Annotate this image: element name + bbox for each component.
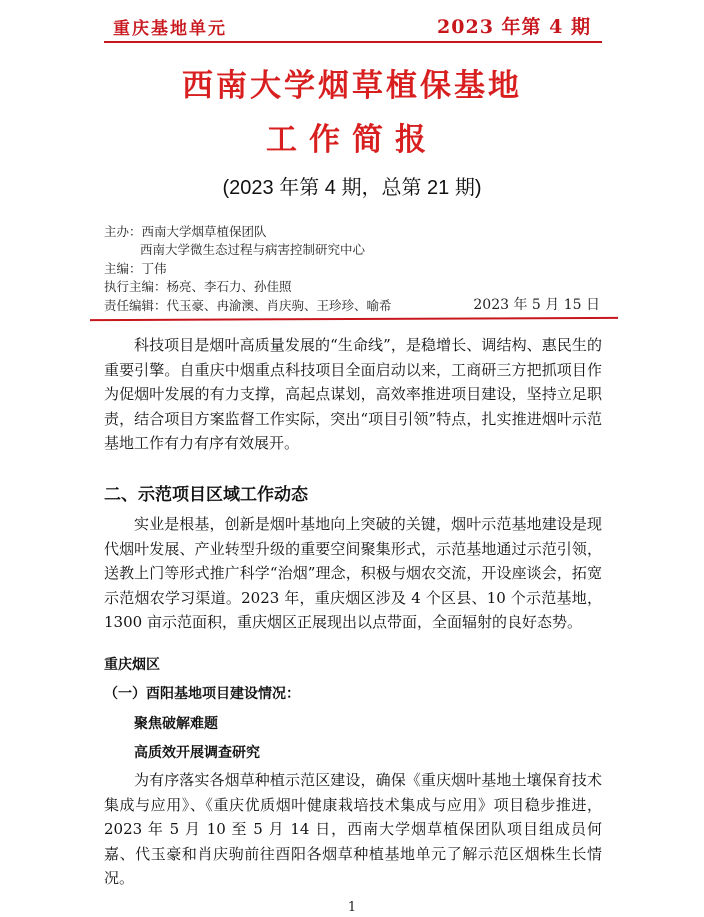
region-heading: 重庆烟区 <box>104 657 160 673</box>
last-paragraph: 为有序落实各烟草种植示范区建设，确保《重庆烟叶基地土壤保育技术集成与应用》、《重庆优质烟叶健康栽培技术集成与应用》项目稳步推进，2023 年 5 月 10 至 5 月 14 日，西南大学烟草植保团队项目组成员何嘉、代玉豪和肖庆驹前往酉阳各烟草种植基地单元了解示范区烟株生长情况。 <box>104 771 602 887</box>
subsection-heading: （一）酉阳基地项目建设情况： <box>104 686 300 702</box>
section-paragraph: 实业是根基，创新是烟叶基地向上突破的关键，烟叶示范基地建设是现代烟叶发展、产业转型升级的重要空间聚集形式，示范基地通过示范引领，送教上门等形式推广科学“治烟”理念，积极与烟农交流，开设座谈会，拓宽示范烟农学习渠道。2023 年，重庆烟区涉及 4 个区县、10 个示范基地，1300 亩示范面积，重庆烟区正展现出以点带面，全面辐射的良好态势。 <box>104 515 602 631</box>
publish-date: 2023 年 5 月 15 日 <box>473 297 600 313</box>
section-heading: 二、示范项目区域工作动态 <box>104 485 308 505</box>
meta-sponsor: 主办：西南大学烟草植保团队 <box>104 224 267 239</box>
header-divider <box>104 41 602 43</box>
intro-paragraph: 科技项目是烟叶高质量发展的“生命线”，是稳增长、调结构、惠民生的重要引擎。自重庆中烟重点科技项目全面启动以来，工商研三方把抓项目作为促烟叶发展的有力支撑，高起点谋划，高效率推进项目建设，坚持立足职责，结合项目方案监督工作实际，突出“项目引领”特点，扎实推进烟叶示范基地工作有力有序有效展开。 <box>104 336 602 452</box>
item-heading-1: 聚焦破解难题 <box>134 716 218 732</box>
meta-exec-editor: 执行主编：杨亮、李石力、孙佳照 <box>104 279 292 294</box>
meta-resp-editor: 责任编辑：代玉豪、冉渝澳、肖庆驹、王珍珍、喻希 <box>104 298 392 313</box>
page-title: 西南大学烟草植保基地 <box>182 68 522 104</box>
header-issue-label: 2023 年第 4 期 <box>437 16 591 38</box>
page-title-second-line: 工作简报 <box>266 122 438 158</box>
meta-sponsor-second: 西南大学微生态过程与病害控制研究中心 <box>140 242 366 257</box>
issue-subtitle: (2023 年第 4 期，总第 21 期) <box>222 177 482 199</box>
item-heading-2: 高质效开展调查研究 <box>134 745 260 761</box>
page-number: 1 <box>347 900 357 915</box>
meta-divider <box>90 317 618 321</box>
header-unit-label: 重庆基地单元 <box>113 19 227 39</box>
meta-editor: 主编：丁伟 <box>104 261 167 276</box>
